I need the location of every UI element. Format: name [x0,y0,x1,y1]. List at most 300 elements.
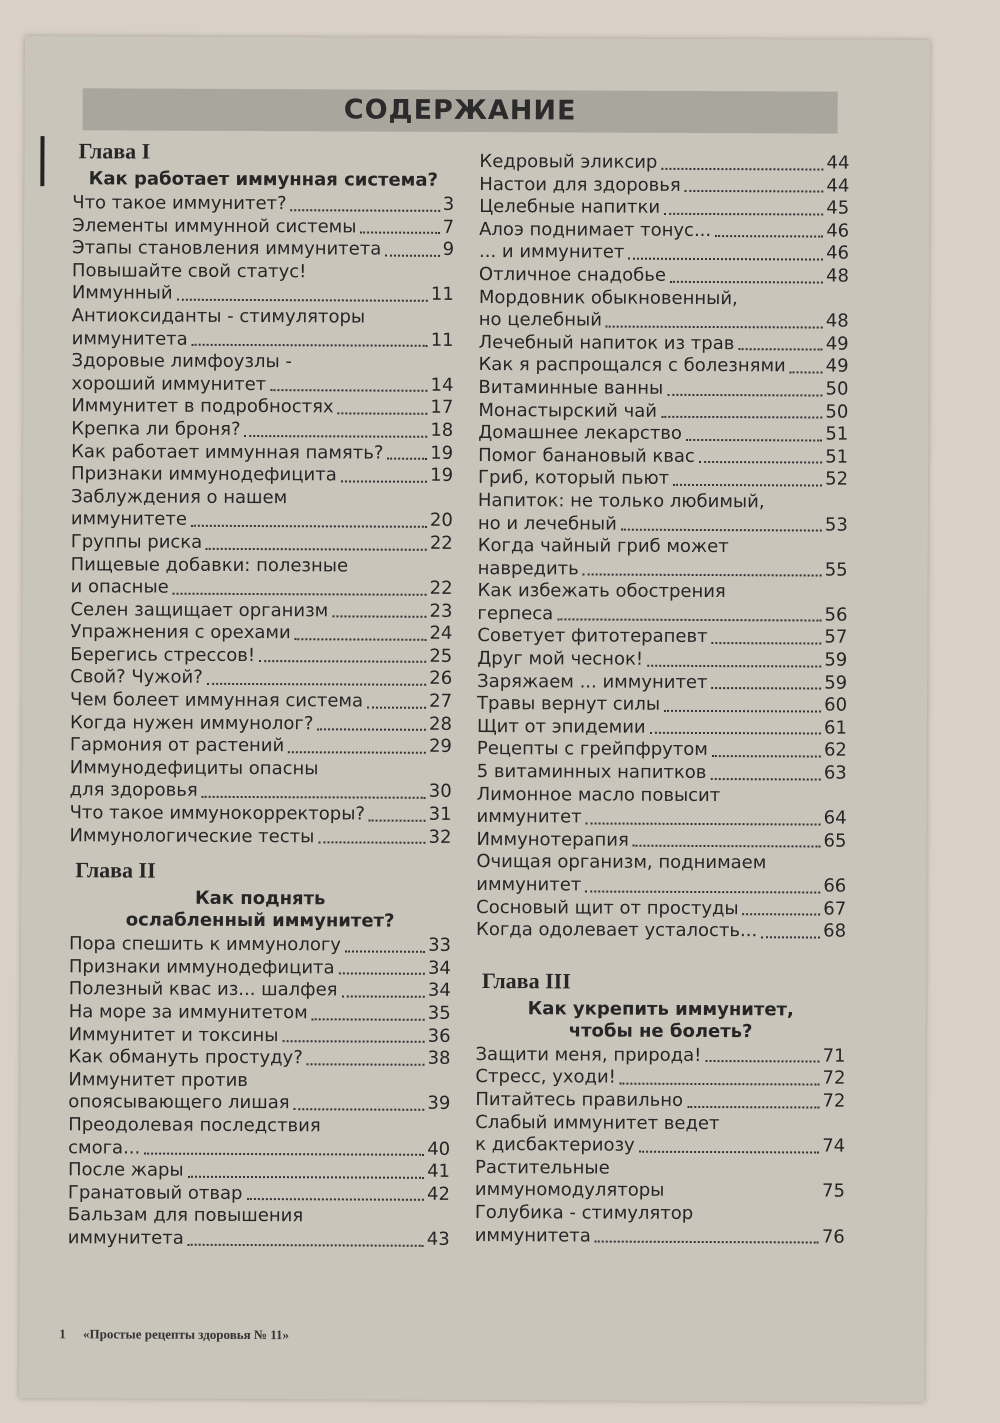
toc-entry-title-line: Пищевые добавки: полезные [70,553,349,576]
toc-entry-title-line: Защити меня, природа! [475,1043,702,1066]
toc-entry-page: 22 [429,577,453,599]
toc-entry-title-line: Гармония от растений [69,734,285,757]
toc-entry-title-line: После жары [67,1159,184,1181]
toc-entry-page: 25 [429,645,453,667]
toc-entry-title-line: Признаки иммунодефицита [71,463,337,486]
footer-page-number: 1 [59,1326,66,1342]
leader-dots [191,525,427,528]
toc-entry-title-line: Растительные [474,1156,610,1179]
toc-entry [70,689,452,713]
leader-dots [246,1198,424,1201]
toc-entry-page: 36 [427,1025,451,1047]
leader-dots [712,642,822,644]
toc-entry-row [478,513,848,537]
toc-entry-page: 40 [427,1138,451,1160]
contents-title: СОДЕРЖАНИЕ [343,94,577,127]
toc-entry-page: 41 [427,1160,451,1183]
toc-entry-title-line: Когда нужен иммунолог? [69,711,314,734]
toc-entry-title-line: Мордовник обыкновенный, [478,286,738,309]
toc-entry-page: 24 [429,623,453,645]
toc-entry-row [69,1001,451,1025]
leader-dots [338,412,428,414]
toc-entry-title-line: Лечебный напиток из трав [478,331,735,354]
toc-entry-title-line: На море за иммунитетом [68,1001,308,1024]
page-footer [59,1326,289,1343]
leader-dots [710,778,820,780]
toc-entry-row [70,689,452,713]
toc-entry-row [70,599,452,623]
toc-entry-title-line: Советует фитотерапевт [477,625,708,648]
toc-entry-title-line: Здоровые лимфоузлы - [71,350,293,373]
toc-entry-page: 65 [823,830,847,852]
leader-dots [387,458,427,460]
toc-entry-page: 19 [430,442,454,464]
toc-entry-title-line: но и лечебный [477,512,617,535]
toc-entry-page: 26 [429,668,453,690]
toc-entry-title-line: Этапы становления иммунитета [72,237,382,260]
leader-dots [647,664,821,667]
toc-entry-page: 51 [825,446,849,468]
toc-entry-page: 61 [824,717,848,739]
toc-entry-page: 3 [442,193,455,215]
toc-entry-row [71,463,453,487]
leader-dots [332,616,426,618]
toc-entry [477,784,847,831]
toc-entry-row [70,802,452,826]
toc-entry [68,1046,450,1070]
toc-entry-row [479,174,849,198]
toc-entry-page: 66 [823,875,847,897]
toc-entry-page: 30 [428,781,452,803]
toc-entry [71,441,453,465]
toc-entry [69,979,451,1003]
toc-entry [71,396,453,420]
leader-dots [294,1108,425,1111]
toc-entry-title-line: Слабый иммунитет ведет [475,1111,720,1134]
leader-dots [188,1243,424,1246]
toc-entry [477,625,847,649]
chapter-subtitle-line: Как поднять [194,888,326,910]
toc-entry [479,174,849,198]
leader-dots [369,819,426,821]
toc-entry-row [71,396,453,420]
toc-entry-title-line: Заряжаем ... иммунитет [477,670,708,693]
toc-entry [71,531,453,555]
toc-entry-row [478,400,848,424]
toc-entry-title-line: Что такое иммунокорректоры? [69,802,366,825]
toc-entry-page: 7 [442,216,455,238]
toc-entry-page: 28 [429,713,453,735]
toc-entry-page: 72 [822,1090,846,1112]
toc-entry [476,829,846,853]
toc-entry [72,192,454,216]
toc-entry-title-line: Сосновый щит от простуды [476,896,739,919]
toc-entry-row [477,761,847,785]
toc-entry [477,716,847,740]
toc-entry-title-line: Иммунитет в подробностях [71,395,334,418]
leader-dots [317,729,426,731]
chapter-subtitle [69,887,451,933]
toc-entry-title-line: Настои для здоровья [479,173,681,196]
toc-entry [477,761,847,785]
leader-dots [295,638,427,641]
toc-entry-row [68,1159,450,1183]
toc-entry-row [479,151,849,175]
toc-entry [71,418,453,442]
toc-entry-row [478,467,848,491]
toc-entry-page: 46 [826,220,850,242]
leader-dots [664,213,823,216]
toc-entry-page: 49 [825,355,849,377]
toc-entry-title-line: Когда одолевает усталость... [476,919,758,942]
leader-dots [650,732,821,735]
toc-entry-title-line: опоясывающего лишая [68,1091,290,1114]
toc-entry-page: 72 [822,1067,846,1089]
toc-entry-row [477,693,847,717]
toc-entry-title-line: для здоровья [69,779,198,802]
toc-entry [478,377,848,401]
chapter-gap [69,847,451,857]
toc-entry-title-line: иммунитете [70,508,188,531]
toc-entry-row [69,956,451,980]
toc-entry-title-line: Чем болеет иммунная система [70,689,364,712]
toc-entry-title-line: иммунитета [474,1224,591,1247]
toc-entry-row [71,531,453,555]
toc-entry-page: 17 [430,397,454,419]
toc-entry-title-line: Антиоксиданты - стимуляторы [71,305,366,328]
toc-entry-title-line: Домашнее лекарство [478,422,683,445]
toc-entry-row [71,441,453,465]
footer-publication-title: «Простые рецепты здоровья № 11» [83,1326,290,1343]
toc-entry [475,1089,845,1113]
toc-entry-page: 51 [825,423,849,445]
chapter-gap [476,942,846,968]
toc-entry-page: 35 [427,1002,451,1024]
leader-dots [192,344,428,347]
toc-entry [71,486,453,533]
toc-entry-row [478,354,848,378]
leader-dots [206,547,427,550]
toc-entry-title-line: ... и иммунитет [478,241,625,264]
toc-entry-title-line: Иммунодефициты опасны [69,757,319,780]
leader-dots [790,371,823,373]
toc-entry-title-line: иммуномодуляторы [474,1179,665,1202]
toc-entry-row [69,1024,451,1048]
toc-entry-page: 48 [825,310,849,332]
toc-entry-row [71,418,453,442]
toc-entry-title-line: Что такое иммунитет? [72,192,287,215]
page-edge-mark [40,136,44,186]
toc-entry-title-line: Витаминные ванны [478,376,664,399]
toc-entry-title-line: Элементы иммунной системы [72,214,357,238]
toc-entry [475,1112,845,1159]
leader-dots [712,755,821,757]
toc-column-right [475,151,850,1249]
toc-entry-row [477,716,847,740]
toc-entry-title-line: Целебные напитки [479,196,661,218]
toc-entry [70,644,452,668]
toc-entry-title-line: Повышайте свой статус! [71,260,307,283]
leader-dots [207,683,426,686]
toc-entry [477,580,847,627]
toc-entry-row [477,806,847,830]
toc-entry-title-line: Как обмануть простуду? [68,1046,303,1069]
toc-entry-title-line: Помог банановый квас [478,444,695,467]
leader-dots [339,973,425,975]
toc-entry-row [71,576,453,600]
leader-dots [586,822,821,825]
toc-entry-row [69,933,451,957]
toc-entry [479,287,849,334]
toc-entry-title-line: Берегись стрессов! [70,644,256,666]
toc-entry-page: 42 [426,1183,450,1205]
chapter-label: Глава III [481,967,571,994]
toc-entry [70,802,452,826]
toc-entry [478,445,848,469]
leader-dots [673,484,822,487]
toc-entry-title-line: Селен защищает организм [70,598,329,622]
chapter-label: Глава II [75,857,156,883]
toc-entry [478,535,848,582]
toc-entry-page: 55 [824,559,848,581]
toc-entry-title-line: Группы риска [70,531,203,553]
toc-entry-row [477,603,847,627]
toc-entry-page: 14 [430,374,454,396]
toc-entry-row [478,377,848,401]
toc-entry-page: 43 [426,1228,450,1250]
toc-entry-row [72,192,454,216]
toc-entry-page: 52 [825,468,849,490]
leader-dots [621,529,822,532]
leader-dots [291,209,440,212]
toc-entry-page: 31 [428,803,452,825]
toc-entry-page: 57 [824,626,848,649]
toc-entry [479,264,849,288]
toc-entry-page: 44 [826,175,850,197]
toc-entry-page: 68 [823,920,847,942]
toc-entry-page: 71 [822,1045,846,1067]
toc-entry [69,1024,451,1048]
toc-entry-page: 64 [823,807,847,829]
toc-entry-title-line: Травы вернут силы [477,693,661,716]
toc-entry-page: 59 [824,649,848,671]
toc-entry-row [68,1182,450,1206]
leader-dots [668,1198,819,1199]
toc-entry-title-line: и опасные [70,576,169,598]
leader-dots [367,706,426,708]
toc-entry-row [70,734,452,758]
toc-entry [477,671,847,695]
toc-entry-page: 75 [821,1180,845,1202]
toc-entry [68,1069,450,1116]
toc-entry-title-line: Монастырский чай [478,399,658,422]
toc-entry-row [475,1134,845,1158]
toc-entry-title-line: Кедровый эликсир [479,151,658,173]
toc-entry-page: 45 [826,197,850,219]
toc-entry-row [69,825,451,849]
toc-entry [476,851,846,898]
leader-dots [620,1083,820,1086]
toc-entry-title-line: но целебный [478,309,602,331]
toc-entry-title-line: Алоэ поднимает тонус... [479,218,712,241]
toc-entry-page: 63 [823,762,847,784]
toc-entry-page: 11 [430,284,454,306]
toc-entry-title-line: иммунитета [71,327,188,350]
toc-entry-row [68,1046,450,1070]
toc-entry-title-line: Полезный квас из... шалфея [68,978,338,1001]
toc-entry [475,1066,845,1090]
toc-entry [69,933,451,957]
toc-entry-title-line: герпеса [477,602,554,625]
toc-entry-row [477,671,847,695]
toc-entry-row [479,219,849,243]
toc-entry-title-line: Стресс, уходи! [475,1066,616,1088]
leader-dots [202,796,426,799]
toc-entry-row [479,196,849,220]
toc-entry [72,305,454,352]
leader-dots [307,1063,425,1066]
toc-entry [72,215,454,239]
leader-dots [144,1153,424,1156]
toc-entry [477,738,847,762]
toc-entry-row [68,1092,450,1116]
toc-entry-title-line: Свой? Чужой? [70,666,203,689]
leader-dots [385,254,439,256]
toc-entry [479,151,849,175]
leader-dots [188,1176,424,1179]
toc-entry [479,219,849,243]
toc-entry-page: 22 [429,532,453,554]
toc-entry-title-line: Иммунитет и токсины [68,1023,279,1046]
leader-dots [743,913,821,915]
toc-entry [70,667,452,691]
toc-entry-row [476,874,846,898]
toc-entry [475,1044,845,1068]
leader-dots [761,936,820,938]
toc-column-left [68,136,455,1251]
toc-entry-row [475,1044,845,1068]
leader-dots [633,845,821,848]
toc-entry-page: 34 [427,957,451,979]
toc-entry [71,463,453,487]
toc-entry-row [70,667,452,691]
toc-entry [478,354,848,378]
toc-entry-page: 76 [821,1226,845,1248]
toc-entry-page: 60 [824,694,848,716]
toc-entry [70,622,452,646]
toc-entry [69,956,451,980]
leader-dots [639,1150,820,1153]
leader-dots [664,710,821,713]
toc-entry-page: 67 [823,898,847,920]
leader-dots [711,687,821,689]
toc-entry-page: 33 [428,935,452,957]
toc-entry [69,1001,451,1025]
toc-entry-row [475,1179,845,1203]
toc-entry-title-line: Очищая организм, поднимаем [476,851,767,874]
toc-entry-row [70,622,452,646]
toc-entry-page: 59 [824,672,848,694]
toc-entry-row [477,648,847,672]
leader-dots [705,1060,819,1062]
toc-entry [479,241,849,265]
leader-dots [341,995,424,997]
toc-entry-row [72,328,454,352]
toc-entry [476,897,846,921]
toc-entry [478,467,848,491]
leader-dots [687,1105,819,1108]
toc-entry-row [69,979,451,1003]
toc-entry-row [479,332,849,356]
toc-entry-title-line: Щит от эпидемии [476,715,646,738]
toc-entry-row [70,644,452,668]
toc-entry-title-line: Гриб, который пьют [478,467,670,490]
leader-dots [360,232,439,234]
toc-entry-page: 32 [428,826,452,848]
toc-entry-title-line: Преодолевая последствия [68,1114,321,1137]
toc-entry-title-line: Напиток: не только любимый, [477,489,765,513]
toc-entry [475,1202,845,1249]
toc-entry-title-line: Признаки иммунодефицита [68,956,335,979]
toc-entry-title-line: Отличное снадобье [478,263,666,286]
leader-dots [245,435,428,438]
toc-entry [68,1182,450,1206]
leader-dots [270,389,427,392]
toc-entry-title-line: к дисбактериозу [475,1134,635,1156]
leader-dots [583,574,822,577]
toc-entry [478,490,848,537]
toc-entry-title-line: Друг мой чеснок! [477,648,644,670]
toc-entry [475,1157,845,1204]
toc-entry-row [68,1227,450,1251]
toc-entry-title-line: Крепка ли броня? [71,418,241,440]
toc-entry-row [476,897,846,921]
toc-entry-row [71,509,453,533]
toc-entry-title-line: иммунитет [476,806,582,828]
toc-entry-page: 50 [825,378,849,400]
leader-dots [686,439,822,442]
toc-entry [70,712,452,736]
toc-entry-title-line: 5 витаминных напитков [476,761,707,784]
toc-entry-title-line: Иммунный [71,282,173,305]
toc-entry-page: 46 [826,242,850,265]
toc-entry-title-line: Когда чайный гриб может [477,535,729,558]
leader-dots [312,1018,425,1020]
toc-entry-title-line: Иммунотерапия [476,828,629,851]
leader-dots [341,480,427,482]
toc-entry-row [72,215,454,239]
chapter-subtitle [476,998,846,1044]
toc-entry-title-line: Гранатовый отвар [67,1181,243,1204]
toc-entry-title-line: Иммунитет против [68,1069,248,1091]
leader-dots [173,592,427,595]
leader-dots [288,751,426,754]
toc-entry-title-line: Пора спешить к иммунологу [68,933,342,956]
toc-entry [71,554,453,601]
leader-dots [738,348,822,350]
toc-entry [71,350,453,397]
toc-entry-page: 39 [427,1093,451,1115]
toc-entry-row [475,1066,845,1090]
toc-entry-title-line: хороший иммунитет [71,372,267,395]
toc-entry-title-line: Лимонное масло повысит [476,783,721,806]
toc-entry [476,919,846,943]
toc-entry [72,260,454,307]
toc-entry-title-line: Бальзам для повышения [67,1204,304,1227]
toc-entry-page: 34 [427,980,451,1002]
toc-entry-page: 48 [825,265,849,287]
leader-dots [628,258,823,261]
